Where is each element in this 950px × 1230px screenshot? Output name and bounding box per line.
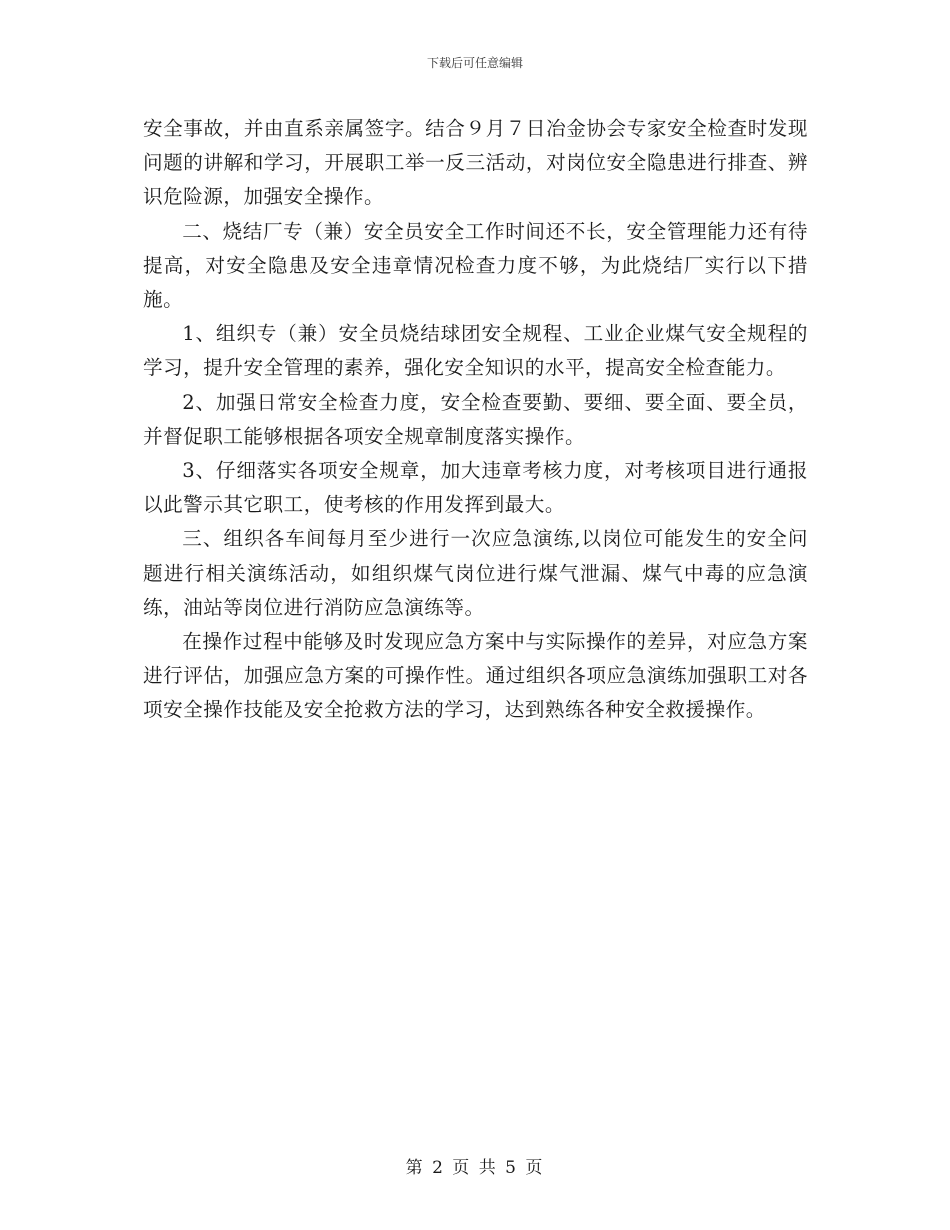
paragraph-measure-2: 2、加强日常安全检查力度，安全检查要勤、要细、要全面、要全员，并督促职工能够根据各项安全规章制度落实操作。 bbox=[143, 390, 808, 448]
paragraph-continuation: 安全事故，并由直系亲属签字。结合９月７日冶金协会专家安全检查时发现问题的讲解和学习，开展职工举一反三活动，对岗位安全隐患进行排查、辨识危险源，加强安全操作。 bbox=[143, 117, 808, 209]
paragraph-section-two: 二、烧结厂专（兼）安全员安全工作时间还不长，安全管理能力还有待提高，对安全隐患及安全违章情况检查力度不够，为此烧结厂实行以下措施。 bbox=[143, 219, 808, 312]
header-note: 下载后可任意编辑 bbox=[426, 56, 523, 70]
paragraph-conclusion: 在操作过程中能够及时发现应急方案中与实际操作的差异，对应急方案进行评估，加强应急方案的可操作性。通过组织各项应急演练加强职工对各项安全操作技能及安全抢救方法的学习，达到熟练各种安全救援操作。 bbox=[143, 630, 808, 722]
paragraph-measure-1: 1、组织专（兼）安全员烧结球团安全规程、工业企业煤气安全规程的学习，提升安全管理的素养，强化安全知识的水平，提高安全检查能力。 bbox=[143, 322, 808, 380]
paragraph-section-three: 三、组织各车间每月至少进行一次应急演练,以岗位可能发生的安全问题进行相关演练活动，如组织煤气岗位进行煤气泄漏、煤气中毒的应急演练，油站等岗位进行消防应急演练等。 bbox=[143, 527, 808, 619]
paragraph-measure-3: 3、仔细落实各项安全规章，加大违章考核力度，对考核项目进行通报以此警示其它职工，使考核的作用发挥到最大。 bbox=[143, 459, 808, 517]
page-number: 第 2 页 共 5 页 bbox=[405, 1158, 545, 1178]
document-body bbox=[143, 112, 808, 728]
